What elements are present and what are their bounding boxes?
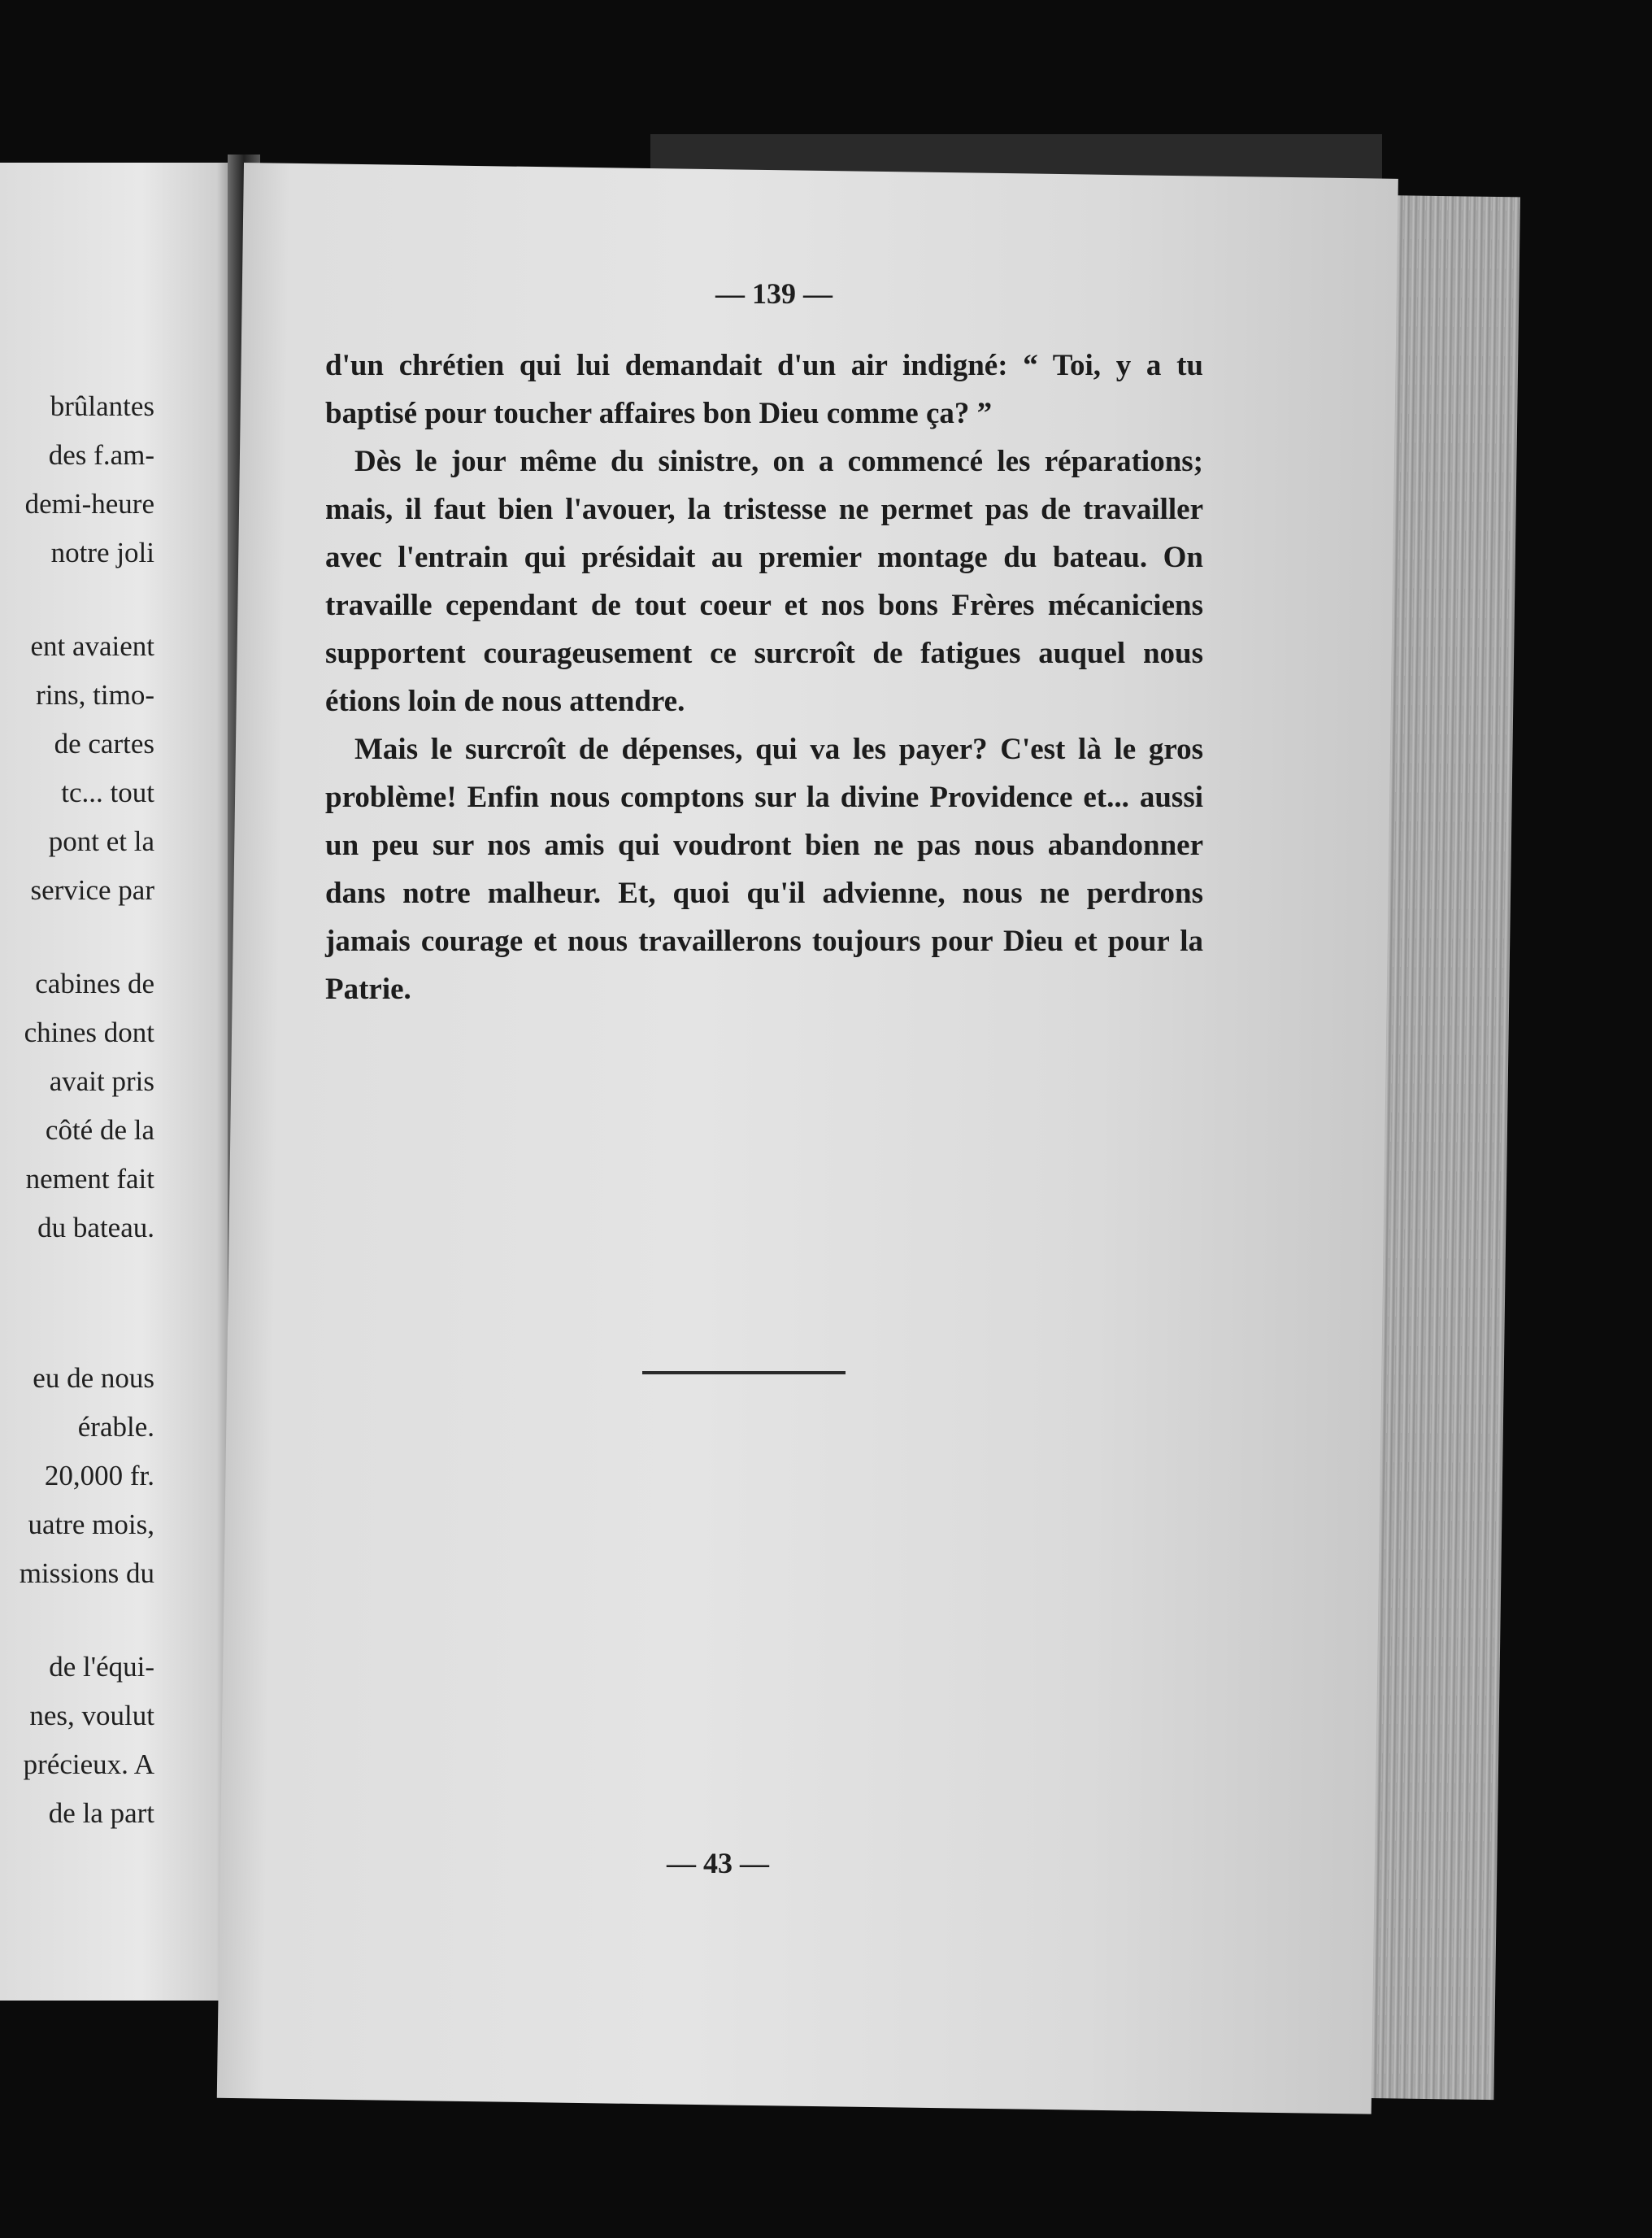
left-page-line: de l'équi- xyxy=(49,1651,154,1683)
left-page-line: ent avaient xyxy=(30,630,154,662)
left-page-line: brûlantes xyxy=(50,390,154,422)
left-page-text-column xyxy=(0,163,154,2001)
section-rule xyxy=(642,1371,846,1374)
left-page-line: érable. xyxy=(77,1411,154,1443)
left-page-line: tc... tout xyxy=(61,777,154,808)
left-page-line: avait pris xyxy=(49,1065,154,1097)
left-page-line: service par xyxy=(30,874,154,906)
left-page-line: notre joli xyxy=(50,537,154,568)
body-paragraph: Mais le surcroît de dépenses, qui va les payer? C'est là le gros problème! Enfin nous comptons sur la divine Providence et... aussi un peu sur nos amis qui voudront bien ne pas nous abandonner dans notre malheur. Et, quoi qu'il advienne, nous ne perdrons jamais courage et nous travaillerons toujours pour Dieu et pour la Patrie. xyxy=(325,733,1203,1006)
left-page-line: eu de nous xyxy=(33,1362,154,1394)
left-page-line: pont et la xyxy=(48,825,154,857)
left-page-line: rins, timo- xyxy=(36,679,154,711)
left-page-line: précieux. A xyxy=(23,1748,154,1780)
page-number-bottom: — 43 — xyxy=(667,1847,769,1879)
page-body-text xyxy=(325,342,1203,1013)
left-page-line: nement fait xyxy=(25,1163,154,1195)
left-page-line: de la part xyxy=(48,1797,154,1829)
left-page-line: côté de la xyxy=(45,1114,154,1146)
page-number-top: — 139 — xyxy=(715,277,833,310)
left-page-line: uatre mois, xyxy=(28,1509,154,1540)
body-paragraph: d'un chrétien qui lui demandait d'un air indigné: “ Toi, y a tu baptisé pour toucher affaires bon Dieu comme ça? ” xyxy=(325,349,1203,430)
left-page-line: de cartes xyxy=(54,728,154,760)
left-page-line: nes, voulut xyxy=(29,1700,154,1731)
left-page-line: des f.am- xyxy=(48,439,154,471)
left-page-line: missions du xyxy=(19,1557,154,1589)
left-page-line: 20,000 fr. xyxy=(44,1460,154,1491)
left-page-line: chines dont xyxy=(24,1017,154,1048)
left-page xyxy=(0,163,236,2001)
body-paragraph: Dès le jour même du sinistre, on a commencé les réparations; mais, il faut bien l'avouer, la tristesse ne permet pas de travailler avec l'entrain qui présidait au premier montage du bateau. On travaille cependant de tout coeur et nos bons Frères mécaniciens supportent courageusement ce surcroît de fatigues auquel nous étions loin de nous attendre. xyxy=(325,445,1203,718)
left-page-line: demi-heure xyxy=(24,488,154,520)
left-page-line: du bateau. xyxy=(37,1212,154,1243)
left-page-line: cabines de xyxy=(35,968,154,999)
